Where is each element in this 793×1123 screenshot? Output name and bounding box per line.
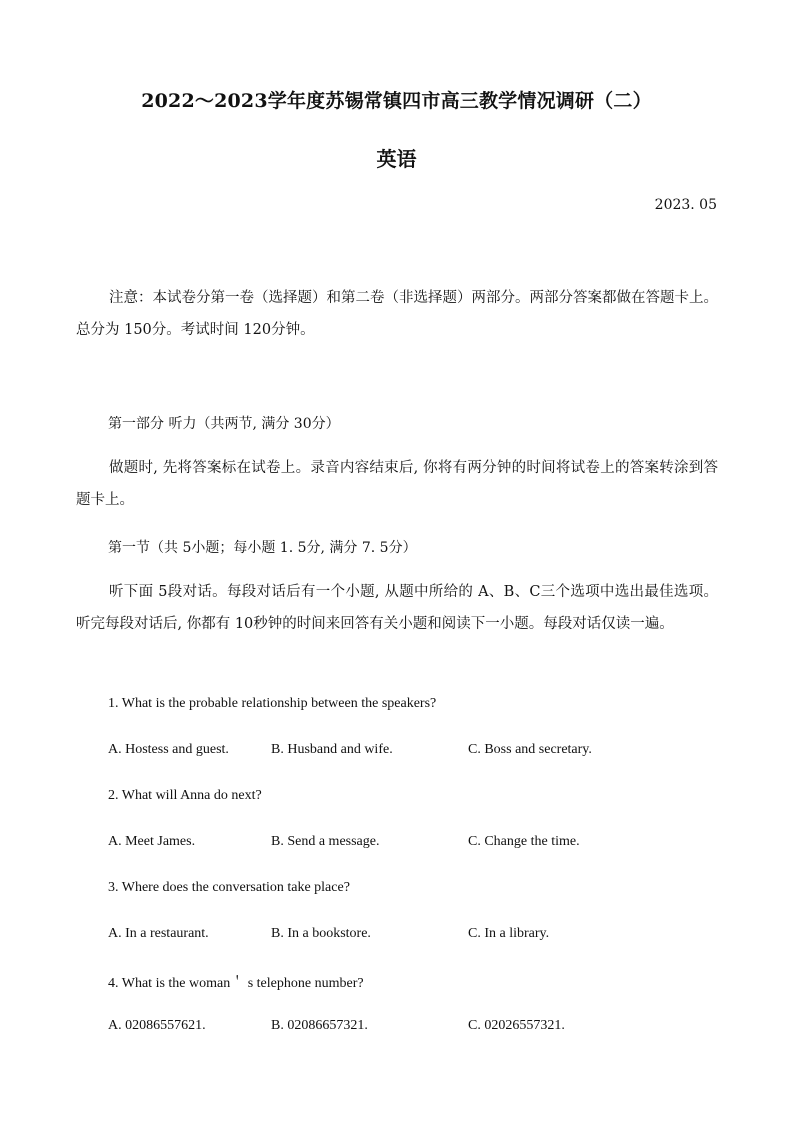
question-2: 2. What will Anna do next? — [108, 788, 262, 803]
question-4-option-c: C. 02026557321. — [468, 1018, 565, 1033]
question-2-option-b: B. Send a message. — [271, 834, 380, 849]
part1-heading: 第一部分 听力（共两节, 满分 30分） — [108, 416, 340, 432]
question-4-option-a: A. 02086557621. — [108, 1018, 206, 1033]
question-3-option-a: A. In a restaurant. — [108, 926, 209, 941]
question-1-option-c: C. Boss and secretary. — [468, 742, 592, 757]
exam-date: 2023. 05 — [654, 197, 717, 213]
question-3-option-b: B. In a bookstore. — [271, 926, 371, 941]
question-4-option-b: B. 02086657321. — [271, 1018, 368, 1033]
section1-instruction: 听下面 5段对话。每段对话后有一个小题, 从题中所给的 A、B、C三个选项中选出最佳选项。听完每段对话后, 你都有 10秒钟的时间来回答有关小题和阅读下一小题。每段对话仅读一遍。 — [76, 584, 718, 632]
notice-paragraph: 注意：本试卷分第一卷（选择题）和第二卷（非选择题）两部分。两部分答案都做在答题卡上。总分为 150分。考试时间 120分钟。 — [76, 290, 718, 338]
question-3-option-c: C. In a library. — [468, 926, 550, 941]
question-1-option-a: A. Hostess and guest. — [108, 742, 229, 757]
section1-heading: 第一节（共 5小题；每小题 1. 5分, 满分 7. 5分） — [108, 540, 417, 556]
exam-title: 2022～2023学年度苏锡常镇四市高三教学情况调研（二） — [141, 90, 652, 112]
part1-instruction: 做题时, 先将答案标在试卷上。录音内容结束后, 你将有两分钟的时间将试卷上的答案转涂到答题卡上。 — [76, 460, 718, 508]
question-4: 4. What is the woman＇ s telephone number? — [108, 976, 364, 991]
question-1-option-b: B. Husband and wife. — [271, 742, 393, 757]
question-1: 1. What is the probable relationship between the speakers? — [108, 696, 437, 711]
subject-title: 英语 — [376, 147, 417, 171]
question-2-option-c: C. Change the time. — [468, 834, 580, 849]
question-2-option-a: A. Meet James. — [108, 834, 196, 849]
question-3: 3. Where does the conversation take place? — [108, 880, 350, 895]
